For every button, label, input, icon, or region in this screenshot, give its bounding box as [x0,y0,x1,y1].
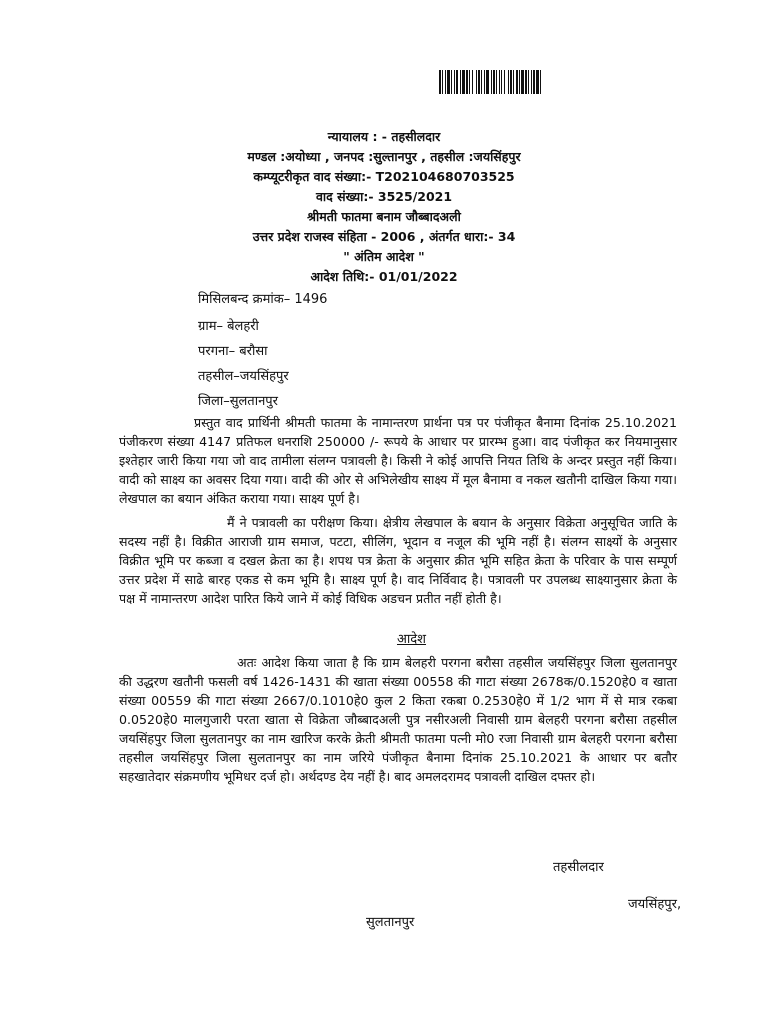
order-heading: आदेश [396,632,427,647]
signature-designation: तहसीलदार [553,860,604,875]
barcode [439,70,622,94]
signature-place: जयसिंहपुर, [628,897,682,912]
tehsil: तहसील–जयसिंहपुर [198,369,289,384]
parties-line: श्रीमती फातमा बनाम जौब्बादअली [307,209,461,224]
computerized-case-number: कम्प्यूटरीकृत वाद संख्या:- T202104680703525 [253,169,515,184]
jurisdiction-line: मण्डल :अयोध्या , जनपद :सुल्तानपुर , तहसील :जयसिंहपुर [247,149,521,164]
paragraph-case-summary: प्रस्तुत वाद प्रार्थिनी श्रीमती फातमा के नामान्तरण प्रार्थना पत्र पर पंजीकृत बैनामा दिनांक 25.10.2021 पंजीकरण संख्या 4147 प्रतिफल धनराशि 250000 /- रूपये के आधार पर प्रारम्भ हुआ। वाद पंजीकृत कर नियमानुसार इश्तेहार जारी किया गया जो वाद तामीला संलग्न पत्रावली है। किसी ने कोई आपत्ति नियत तिथि के अन्दर प्रस्तुत नहीं किया। वादी को साक्ष्य का अवसर दिया गया। वादी की ओर से अभिलेखीय साक्ष्य में मूल बैनामा व नकल खतौनी दाखिल किया गया। लेखपाल का बयान अंकित कराया गया। साक्ष्य पूर्ण है। [119,415,677,506]
order-date: आदेश तिथि:- 01/01/2022 [310,269,458,284]
file-number: मिसिलबन्द क्रमांक– 1496 [198,292,328,307]
signature-district: सुलतानपुर [366,915,415,930]
barcode-bar [541,70,543,94]
paragraph-examination: मैं ने पत्रावली का परीक्षण किया। क्षेत्रीय लेखपाल के बयान के अनुसार विक्रेता अनुसूचित जाति के सदस्य नहीं है। विक्रीत आराजी ग्राम समाज, पटटा, सीलिंग, भूदान व नजूल की भूमि नहीं है। संलग्न साक्ष्यों के अनुसार विक्रीत भूमि पर कब्जा व दखल क्रेता का है। शपथ पत्र क्रेता के अनुसार क्रीत भूमि सहित क्रेता के परिवार के पास सम्पूर्ण उत्तर प्रदेश में साढे बारह एकड से कम भूमि है। साक्ष्य पूर्ण है। वाद निर्विवाद है। पत्रावली पर उपलब्ध साक्ष्यानुसार क्रेता के पक्ष में नामान्तरण आदेश पारित किये जाने में कोई विधिक अडचन प्रतीत नहीं होती है। [119,515,677,606]
act-section-line: उत्तर प्रदेश राजस्व संहिता - 2006 , अंतर्गत धारा:- 34 [252,229,516,244]
district: जिला–सुलतानपुर [198,394,278,409]
pargana: परगना– बरौसा [198,344,268,359]
paragraph-order: अतः आदेश किया जाता है कि ग्राम बेलहरी परगना बरौसा तहसील जयसिंहपुर जिला सुलतानपुर की उद्धरण खतौनी फसली वर्ष 1426-1431 की खाता संख्या 00558 की गाटा संख्या 2678क/0.1520हे0 व खाता संख्या 00559 की गाटा संख्या 2667/0.1010हे0 कुल 2 किता रकबा 0.2530हे0 में 1/2 भाग में से मात्र रकबा 0.0520हे0 मालगुजारी परता खाता से विक्रेता जौब्बादअली पुत्र नसीरअली निवासी ग्राम बेलहरी परगना बरौसा तहसील जयसिंहपुर जिला सुलतानपुर का नाम खारिज करके क्रेती श्रीमती फातमा पत्नी मो0 रजा निवासी ग्राम बेलहरी परगना बरौसा तहसील जयसिंहपुर जिला सुलतानपुर का नाम जरिये पंजीकृत बैनामा दिनांक 25.10.2021 के आधार पर बतौर सहखातेदार संक्रमणीय भूमिधर दर्ज हो। अर्थदण्ड देय नहीं है। बाद अमलदरामद पत्रावली दाखिल दफ्तर हो। [119,655,677,784]
case-number: वाद संख्या:- 3525/2021 [315,189,453,204]
court-name: न्यायालय : - तहसीलदार [327,129,441,144]
village: ग्राम– बेलहरी [198,319,259,334]
order-type: " अंतिम आदेश " [343,249,425,264]
